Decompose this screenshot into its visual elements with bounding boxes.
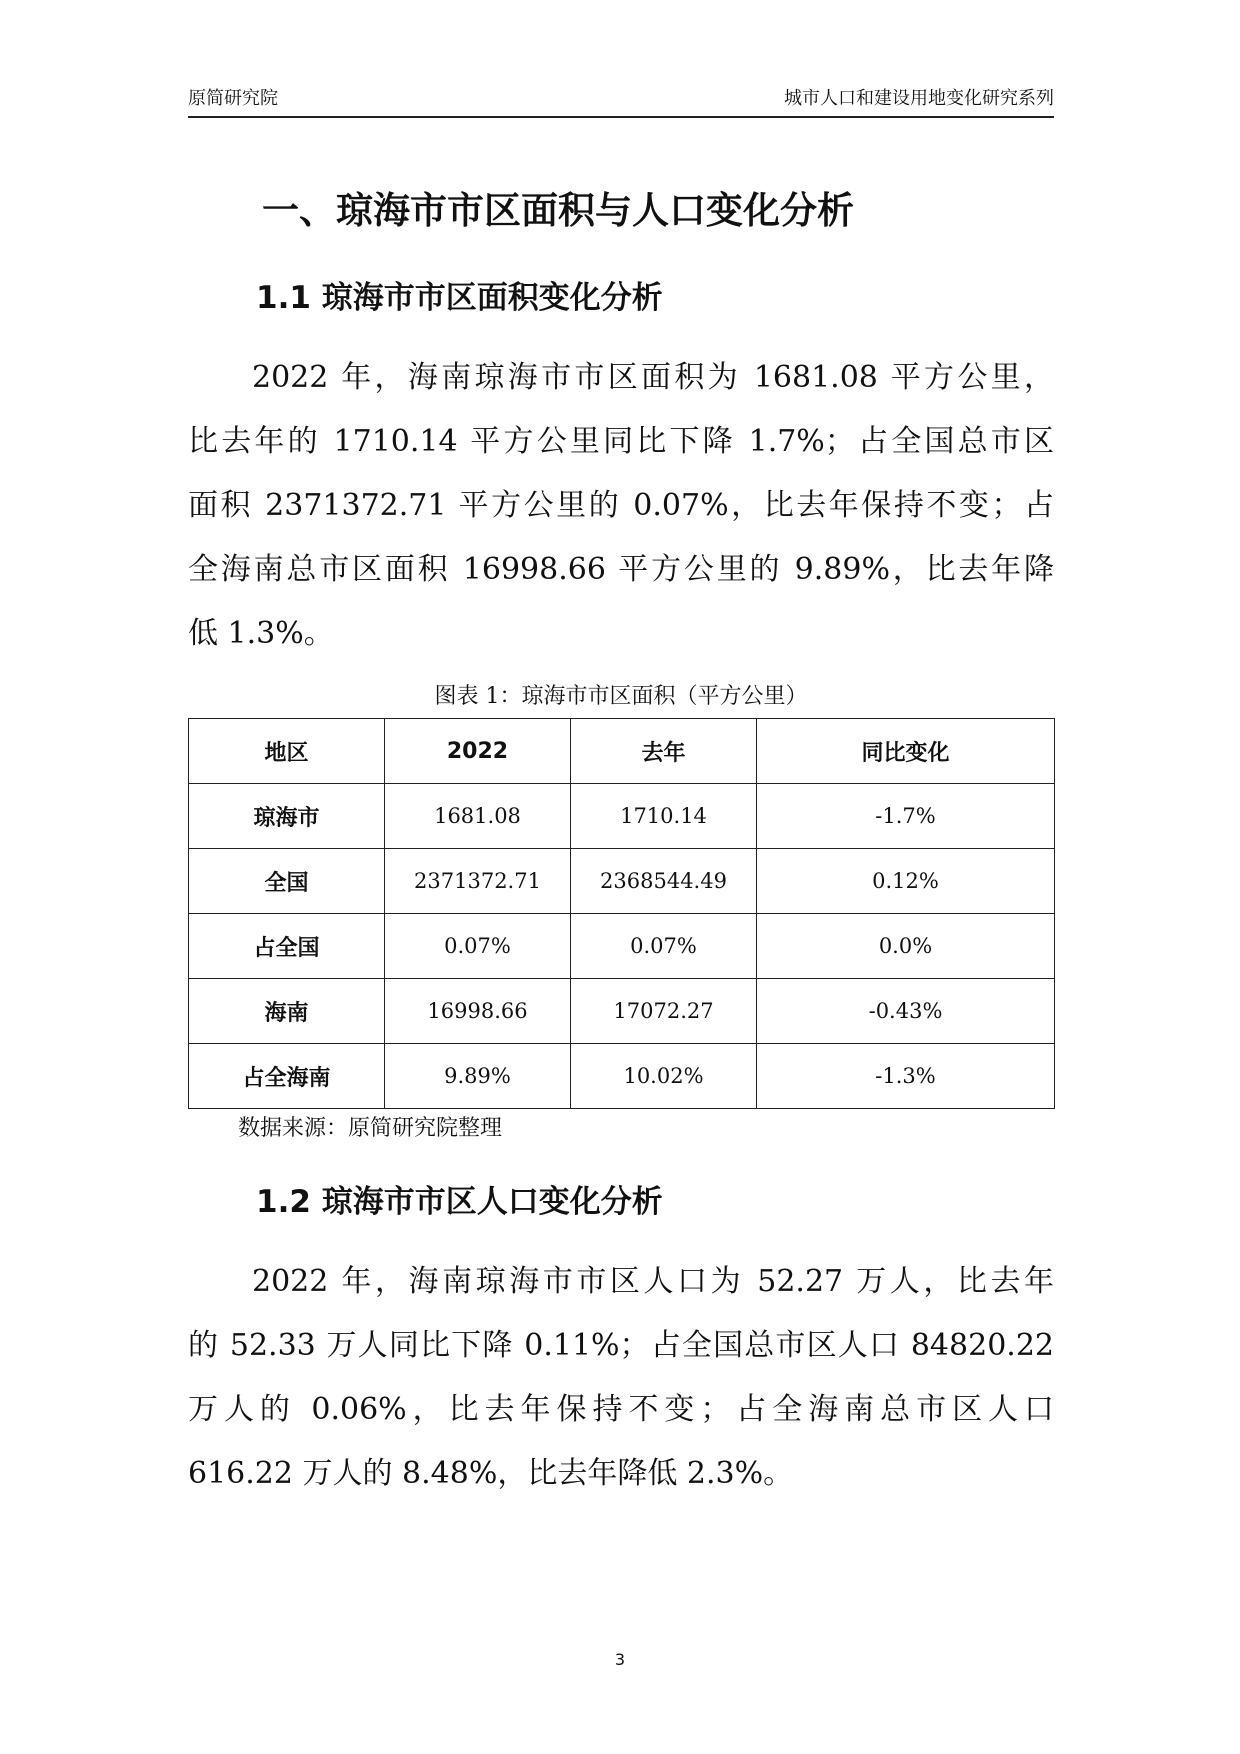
paragraph-line: 2022 年，海南琼海市市区面积为 1681.08 平方公里， bbox=[252, 360, 1054, 395]
table-row bbox=[189, 1044, 1055, 1109]
paragraph-line: 2022 年，海南琼海市市区人口为 52.27 万人，比去年 bbox=[252, 1264, 1054, 1299]
page-header bbox=[188, 86, 1054, 118]
header-org-name: 原简研究院 bbox=[188, 88, 278, 109]
row-label: 占全海南 bbox=[189, 1044, 385, 1109]
table-cell: 17072.27 bbox=[571, 979, 757, 1044]
paragraph-line: 616.22 万人的 8.48%，比去年降低 2.3%。 bbox=[188, 1456, 794, 1491]
header-series-title: 城市人口和建设用地变化研究系列 bbox=[784, 88, 1054, 109]
table-cell: 0.0% bbox=[757, 914, 1055, 979]
column-header: 2022 bbox=[385, 719, 571, 784]
table-cell: 0.07% bbox=[385, 914, 571, 979]
paragraph-area bbox=[188, 354, 1054, 674]
row-label: 琼海市 bbox=[189, 784, 385, 849]
paragraph-line: 全海南总市区面积 16998.66 平方公里的 9.89%，比去年降 bbox=[188, 552, 1054, 587]
page-number: 3 bbox=[614, 1650, 626, 1669]
table-row bbox=[189, 784, 1055, 849]
table-cell: 1710.14 bbox=[571, 784, 757, 849]
table-row bbox=[189, 979, 1055, 1044]
column-header: 同比变化 bbox=[757, 719, 1055, 784]
table-cell: 10.02% bbox=[571, 1044, 757, 1109]
table-caption: 图表 1：琼海市市区面积（平方公里） bbox=[434, 684, 808, 709]
table-cell: -0.43% bbox=[757, 979, 1055, 1044]
paragraph-line: 比去年的 1710.14 平方公里同比下降 1.7%；占全国总市区 bbox=[188, 424, 1054, 459]
table-header-row bbox=[189, 719, 1055, 784]
row-label: 海南 bbox=[189, 979, 385, 1044]
section-heading-population: 1.2 琼海市市区人口变化分析 bbox=[256, 1184, 663, 1220]
table-cell: 0.07% bbox=[571, 914, 757, 979]
paragraph-line: 面积 2371372.71 平方公里的 0.07%，比去年保持不变；占 bbox=[188, 488, 1054, 523]
table-cell: 1681.08 bbox=[385, 784, 571, 849]
table-cell: 2368544.49 bbox=[571, 849, 757, 914]
table-cell: 16998.66 bbox=[385, 979, 571, 1044]
paragraph-population bbox=[188, 1258, 1054, 1514]
row-label: 占全国 bbox=[189, 914, 385, 979]
column-header: 去年 bbox=[571, 719, 757, 784]
area-table bbox=[188, 718, 1055, 1109]
table-cell: -1.3% bbox=[757, 1044, 1055, 1109]
paragraph-line: 万人的 0.06%，比去年保持不变；占全海南总市区人口 bbox=[188, 1392, 1054, 1427]
paragraph-line: 的 52.33 万人同比下降 0.11%；占全国总市区人口 84820.22 bbox=[188, 1328, 1054, 1363]
table-source-note: 数据来源：原简研究院整理 bbox=[238, 1116, 503, 1141]
table-cell: 0.12% bbox=[757, 849, 1055, 914]
table-cell: 2371372.71 bbox=[385, 849, 571, 914]
table-cell: 9.89% bbox=[385, 1044, 571, 1109]
chapter-heading: 一、琼海市市区面积与人口变化分析 bbox=[262, 189, 854, 232]
table-row bbox=[189, 914, 1055, 979]
table-cell: -1.7% bbox=[757, 784, 1055, 849]
row-label: 全国 bbox=[189, 849, 385, 914]
paragraph-line: 低 1.3%。 bbox=[188, 616, 334, 651]
column-header: 地区 bbox=[189, 719, 385, 784]
section-heading-area: 1.1 琼海市市区面积变化分析 bbox=[256, 280, 663, 316]
table-row bbox=[189, 849, 1055, 914]
